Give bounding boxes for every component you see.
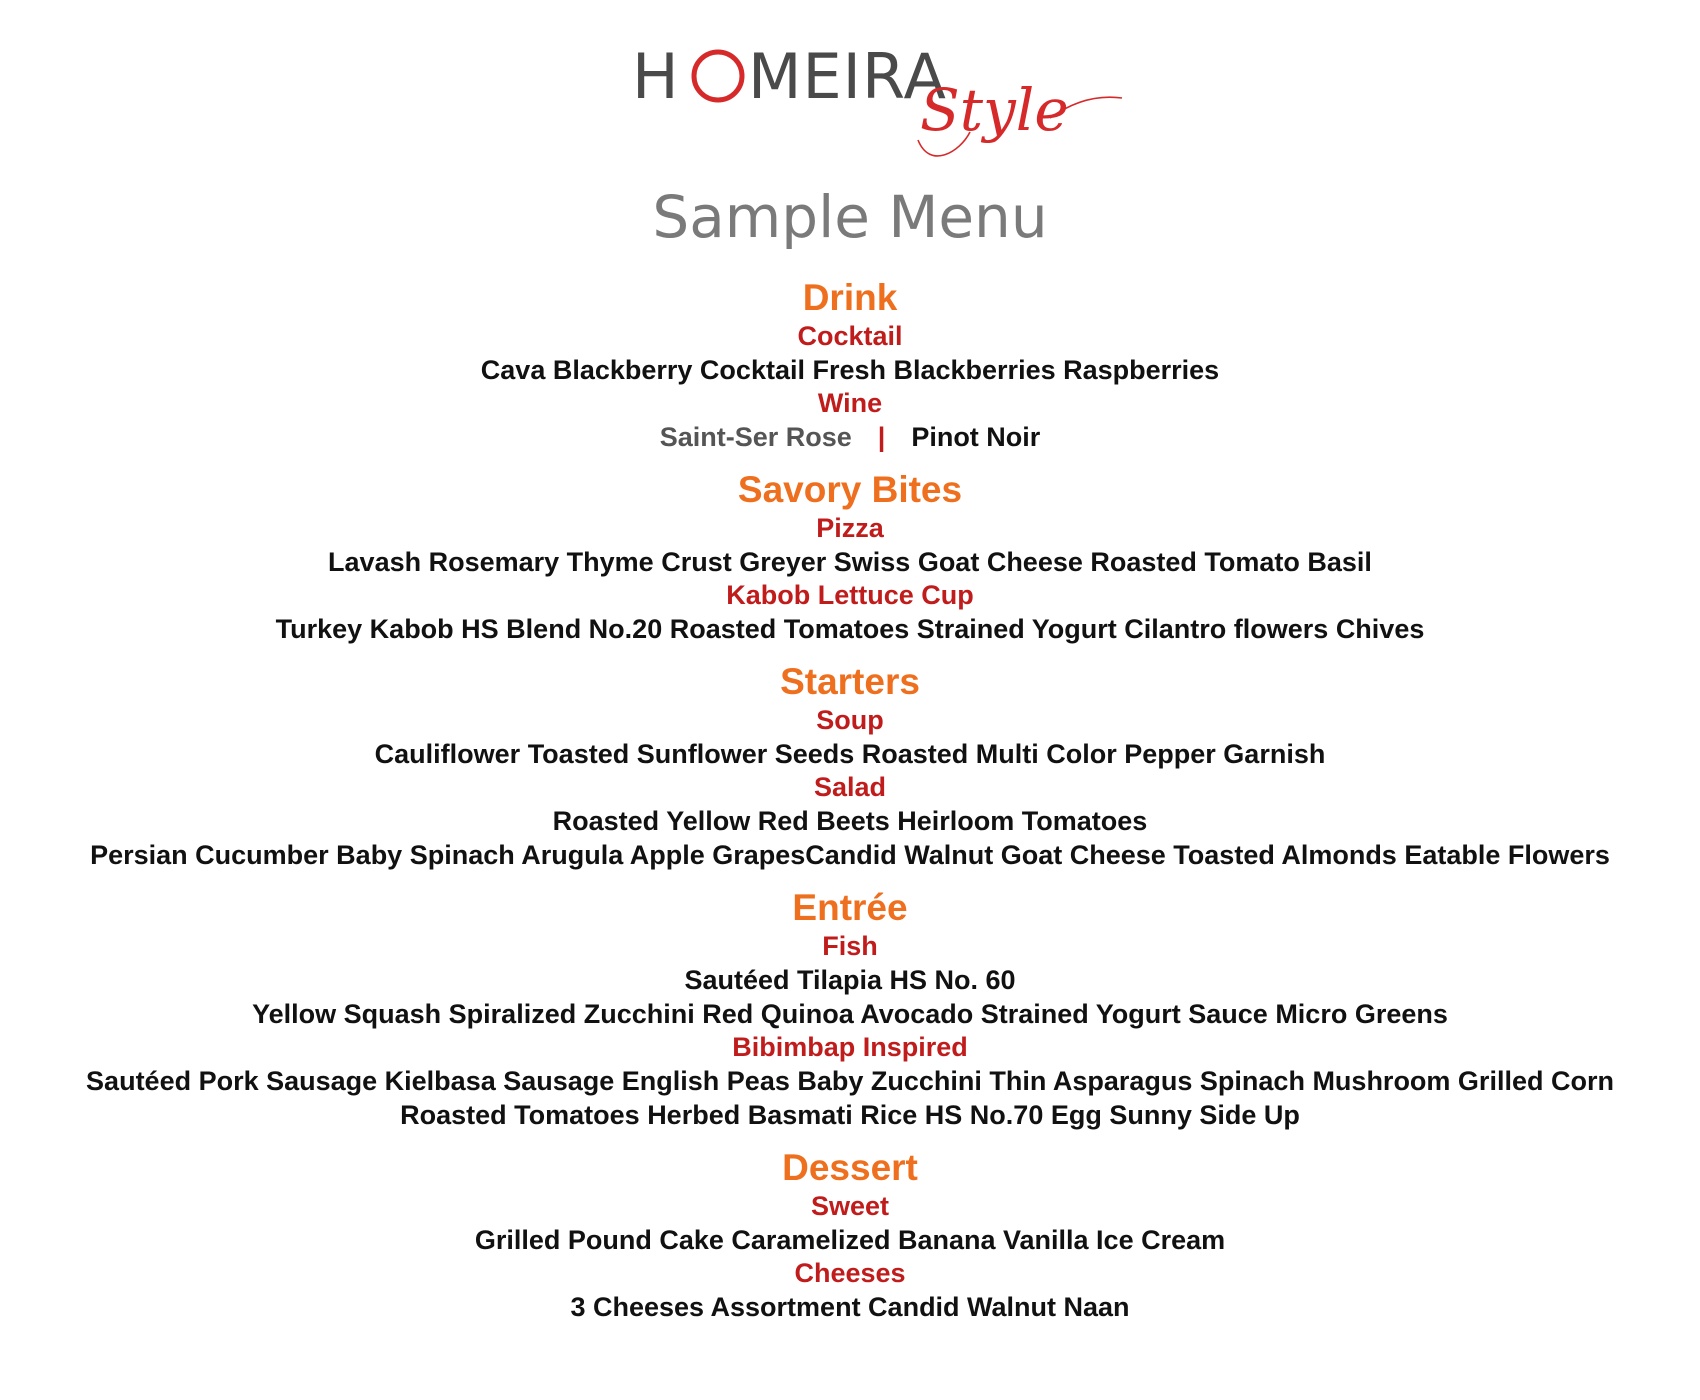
menu-item-description: Roasted Tomatoes Herbed Basmati Rice HS No.70 Egg Sunny Side Up — [400, 1100, 1300, 1130]
menu-section — [0, 276, 1700, 454]
subsection-heading: Sweet — [810, 1191, 890, 1221]
wine-list — [0, 420, 1700, 454]
wine-item: Saint-Ser Rose — [659, 422, 852, 452]
subsection-heading: Cheeses — [794, 1258, 906, 1288]
subsection-heading: Soup — [816, 705, 884, 735]
menu-item-description: Yellow Squash Spiralized Zucchini Red Quinoa Avocado Strained Yogurt Sauce Micro Greens — [252, 999, 1448, 1029]
menu-item-description: Turkey Kabob HS Blend No.20 Roasted Tomatoes Strained Yogurt Cilantro flowers Chives — [275, 614, 1425, 644]
menu-section — [0, 886, 1700, 1132]
menu-item-description: Grilled Pound Cake Caramelized Banana Vanilla Ice Cream — [474, 1225, 1226, 1255]
subsection-heading: Kabob Lettuce Cup — [726, 580, 974, 610]
subsection-heading: Salad — [813, 772, 887, 802]
logo-text-h: H — [632, 40, 680, 113]
section-heading: Drink — [802, 277, 898, 318]
section-heading: Dessert — [782, 1147, 918, 1188]
menu-item-description: Cauliflower Toasted Sunflower Seeds Roasted Multi Color Pepper Garnish — [374, 739, 1326, 769]
menu-section — [0, 1146, 1700, 1324]
menu-item-description: 3 Cheeses Assortment Candid Walnut Naan — [570, 1292, 1130, 1322]
section-heading: Starters — [780, 661, 920, 702]
menu-section — [0, 468, 1700, 646]
logo-text-meira: MEIRA — [748, 40, 947, 113]
subsection-heading: Wine — [817, 388, 883, 418]
menu-item-description: Roasted Yellow Red Beets Heirloom Tomatoes — [552, 806, 1148, 836]
wine-separator: | — [877, 422, 886, 452]
menu-item-description: Sautéed Tilapia HS No. 60 — [684, 965, 1016, 995]
menu-item-description: Cava Blackberry Cocktail Fresh Blackberries Raspberries — [480, 355, 1220, 385]
homeira-style-logo — [0, 40, 1700, 170]
subsection-heading: Pizza — [816, 513, 884, 543]
menu-item-description: Lavash Rosemary Thyme Crust Greyer Swiss Goat Cheese Roasted Tomato Basil — [328, 547, 1372, 577]
subsection-heading: Cocktail — [797, 321, 903, 351]
menu-item-description: Persian Cucumber Baby Spinach Arugula Apple GrapesCandid Walnut Goat Cheese Toasted Almonds Eatable Flowers — [90, 840, 1610, 870]
subsection-heading: Fish — [822, 931, 878, 961]
logo-graphic — [630, 40, 1130, 170]
page-title: Sample Menu — [652, 183, 1048, 251]
menu-list — [0, 276, 1700, 1338]
logo-o-circle — [694, 52, 742, 100]
section-heading: Savory Bites — [737, 469, 963, 510]
menu-section — [0, 660, 1700, 872]
logo-script-style: Style — [920, 76, 1069, 144]
menu-item-description: Sautéed Pork Sausage Kielbasa Sausage English Peas Baby Zucchini Thin Asparagus Spinach Mushroom Grilled Corn — [86, 1066, 1614, 1096]
subsection-heading: Bibimbap Inspired — [732, 1032, 968, 1062]
section-heading: Entrée — [792, 887, 908, 928]
wine-item: Pinot Noir — [911, 422, 1041, 452]
